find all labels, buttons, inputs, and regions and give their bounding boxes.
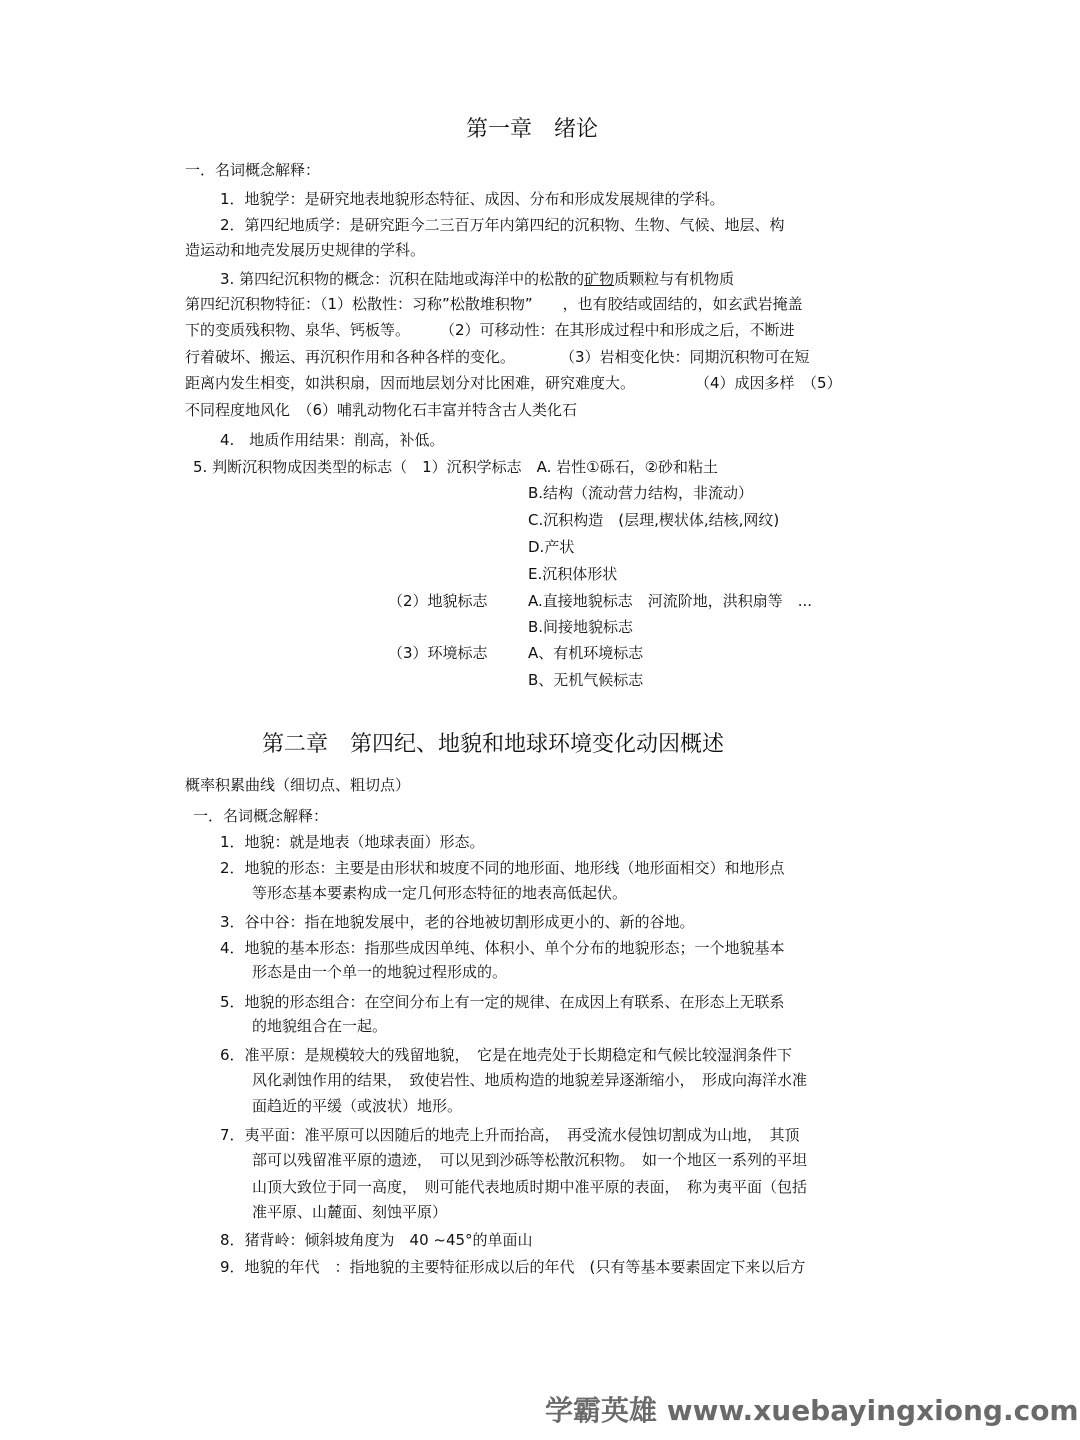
ch1-item-2b: 造运动和地壳发展历史规律的学科。 [185, 241, 426, 259]
ch2-item-3: 3．谷中谷：指在地貌发展中，老的谷地被切割形成更小的、新的谷地。 [220, 913, 695, 931]
ch1-item-5-d: D.产状 [528, 538, 575, 556]
watermark-text: 学霸英雄 www.xuebayingxiong.com [545, 1394, 1079, 1427]
ch1-item-3 [220, 269, 734, 289]
ch1-features-3: 行着破坏、搬运、再沉积作用和各种各样的变化。 （3）岩相变化快：同期沉积物可在短 [185, 348, 810, 366]
ch2-item-8: 8．猪背岭：倾斜坡角度为 40 ~45°的单面山 [220, 1231, 533, 1249]
ch1-item-5-c: C.沉积构造 (层理,楔状体,结核,网纹) [528, 511, 780, 529]
ch2-item-6b: 风化剥蚀作用的结果， 致使岩性、地质构造的地貌差异逐渐缩小， 形成向海洋水准 [252, 1071, 808, 1089]
ch1-landform-a: A.直接地貌标志 河流阶地，洪积扇等 ... [528, 592, 813, 610]
chapter1-title: 第一章 绪论 [466, 117, 599, 142]
ch2-item-6a: 6．准平原：是规模较大的残留地貌， 它是在地壳处于长期稳定和气候比较湿润条件下 [220, 1046, 793, 1064]
ch1-item-5-e: E.沉积体形状 [528, 565, 618, 583]
ch2-item-4a: 4．地貌的基本形态：指那些成因单纯、体积小、单个分布的地貌形态；一个地貌基本 [220, 939, 785, 957]
ch2-item-6c: 面趋近的平缓（或波状）地形。 [252, 1097, 463, 1115]
ch2-item-7c: 山顶大致位于同一高度， 则可能代表地质时期中准平原的表面， 称为夷平面（包括 [252, 1178, 808, 1196]
ch1-item-3-text: 3. 第四纪沉积物的概念：沉积在陆地或海洋中的松散的 [220, 270, 585, 288]
ch1-features-2: 下的变质残积物、泉华、钙板等。 （2）可移动性：在其形成过程中和形成之后，不断进 [185, 321, 795, 339]
ch1-item-2a: 2．第四纪地质学：是研究距今二三百万年内第四纪的沉积物、生物、气候、地层、构 [220, 216, 785, 234]
chapter2-intro: 概率积累曲线（细切点、粗切点） [185, 776, 411, 794]
ch2-item-1: 1．地貌：就是地表（地球表面）形态。 [220, 833, 485, 851]
ch2-item-5a: 5．地貌的形态组合：在空间分布上有一定的规律、在成因上有联系、在形态上无联系 [220, 993, 785, 1011]
ch1-item-5-b: B.结构（流动营力结构，非流动） [528, 484, 754, 502]
ch2-item-7a: 7．夷平面：准平原可以因随后的地壳上升而抬高， 再受流水侵蚀切割成为山地， 其顶 [220, 1126, 800, 1144]
ch2-item-7d: 准平原、山麓面、刻蚀平原） [252, 1203, 448, 1221]
ch2-item-5b: 的地貌组合在一起。 [252, 1017, 388, 1035]
chapter2-title: 第二章 第四纪、地貌和地球环境变化动因概述 [262, 732, 725, 757]
ch2-item-7b: 部可以残留准平原的遗迹， 可以见到沙砾等松散沉积物。 如一个地区一系列的平坦 [252, 1151, 808, 1169]
ch2-item-2b: 等形态基本要素构成一定几何形态特征的地表高低起伏。 [252, 884, 628, 902]
chapter2-section-heading: 一．名词概念解释： [193, 807, 329, 825]
ch1-item-4: 4. 地质作用结果：削高，补低。 [220, 431, 445, 449]
ch1-landform-b: B.间接地貌标志 [528, 618, 634, 636]
ch2-item-4b: 形态是由一个单一的地貌过程形成的。 [252, 963, 508, 981]
ch1-env-b: B、无机气候标志 [528, 671, 644, 689]
ch1-item-1: 1．地貌学：是研究地表地貌形态特征、成因、分布和形成发展规律的学科。 [220, 190, 725, 208]
ch1-features-4: 距离内发生相变，如洪积扇，因而地层划分对比困难，研究难度大。 （4）成因多样 （5） [185, 374, 842, 392]
ch2-item-2a: 2．地貌的形态：主要是由形状和坡度不同的地形面、地形线（地形面相交）和地形点 [220, 859, 785, 877]
ch1-env-label: （3）环境标志 [388, 644, 488, 662]
ch1-landform-label: （2）地貌标志 [388, 592, 488, 610]
ch1-env-a: A、有机环境标志 [528, 644, 644, 662]
ch1-features-1: 第四纪沉积物特征：（1）松散性：习称”松散堆积物” ，也有胶结或固结的，如玄武岩掩盖 [185, 295, 803, 313]
ch1-item-5: 5. 判断沉积物成因类型的标志（ 1）沉积学标志 A. 岩性①砾石，②砂和粘土 [193, 458, 719, 476]
ch1-item-3-tail: 质颗粒与有机物质 [614, 270, 735, 288]
ch2-item-9: 9．地貌的年代 ：指地貌的主要特征形成以后的年代 (只有等基本要素固定下来以后方 [220, 1258, 806, 1276]
ch1-item-3-underlined: 矿物 [584, 270, 615, 288]
ch1-features-5: 不同程度地风化 （6）哺乳动物化石丰富并特含古人类化石 [185, 401, 578, 419]
chapter1-section-heading: 一．名词概念解释： [185, 161, 321, 179]
